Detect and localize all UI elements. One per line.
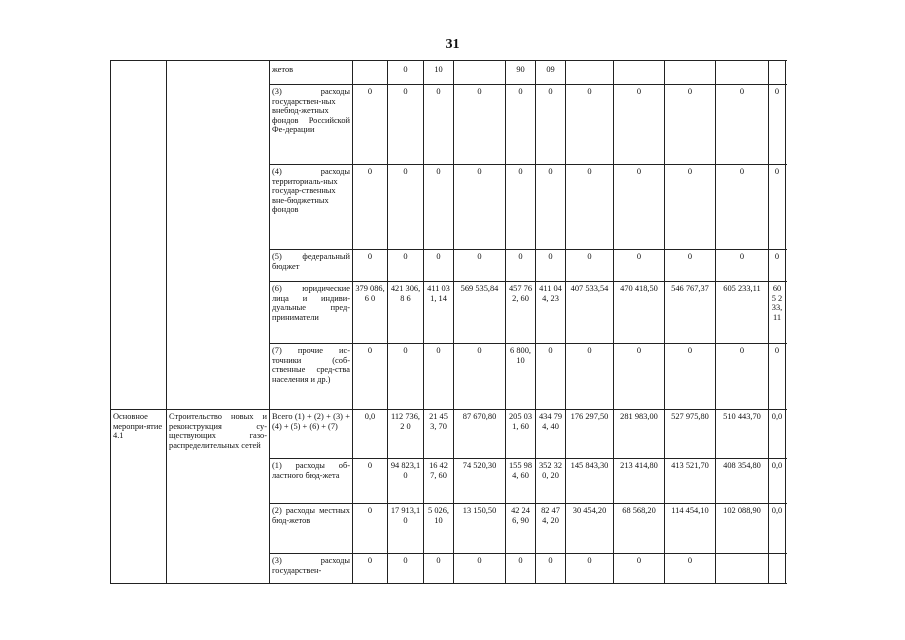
value-cell: 0 [716,85,769,165]
value-cell: 0 [716,250,769,282]
value-cell: 0 [353,250,388,282]
value-cell: 0 [536,554,566,584]
value-cell [769,61,786,85]
value-cell: 0 [536,344,566,410]
value-cell: 0 [388,554,424,584]
value-cell: 0 [388,344,424,410]
value-cell: 605 233,11 [716,282,769,344]
value-cell: 17 913,1 0 [388,504,424,554]
value-cell: 0 [506,554,536,584]
value-cell: 0,0 [769,410,786,459]
value-cell: 0 [769,165,786,250]
value-cell: 0 [614,344,665,410]
measure-cell: Строительство новых и реконструкция су-ществующих газо-распределительных сетей [167,410,270,584]
funding-source-label: (3) расходы государствен- [270,554,353,584]
value-cell [353,61,388,85]
value-cell: 0 [716,344,769,410]
value-cell: 5 026, 10 [424,504,454,554]
value-cell: 0 [424,554,454,584]
value-cell: 411 031, 14 [424,282,454,344]
measure-cell [167,61,270,410]
value-cell [665,61,716,85]
value-cell: 0 [769,250,786,282]
funding-source-label: (1) расходы об-ластного бюд-жета [270,459,353,504]
value-cell: 0 [665,250,716,282]
value-cell: 82 474, 20 [536,504,566,554]
funding-source-label: (4) расходы территориаль-ных государ-ственных вне-бюджетных фондов [270,165,353,250]
value-cell: 213 414,80 [614,459,665,504]
table-row [111,410,786,459]
value-cell: 0 [614,554,665,584]
value-cell: 0 [614,250,665,282]
value-cell: 0 [388,61,424,85]
value-cell: 16 427, 60 [424,459,454,504]
value-cell: 0 [665,85,716,165]
value-cell: 0 [536,165,566,250]
funding-source-label: (3) расходы государствен-ных внебюд-жетных фондов Российской Фе-дерации [270,85,353,165]
funding-source-label: жетов [270,61,353,85]
value-cell [454,61,506,85]
value-cell: 0 [424,165,454,250]
value-cell: 0 [614,165,665,250]
value-cell: 0 [353,85,388,165]
value-cell: 87 670,80 [454,410,506,459]
value-cell: 0 [566,344,614,410]
main-event-cell [111,61,167,410]
value-cell: 13 150,50 [454,504,506,554]
value-cell: 527 975,80 [665,410,716,459]
value-cell: 281 983,00 [614,410,665,459]
value-cell: 0 [353,165,388,250]
value-cell: 21 453, 70 [424,410,454,459]
value-cell: 42 246, 90 [506,504,536,554]
value-cell: 0 [665,165,716,250]
funding-source-label: (5) федеральный бюджет [270,250,353,282]
value-cell [566,61,614,85]
value-cell: 434 794, 40 [536,410,566,459]
value-cell: 0,0 [769,504,786,554]
value-cell: 112 736,2 0 [388,410,424,459]
value-cell [716,554,769,584]
value-cell: 155 984, 60 [506,459,536,504]
value-cell: 0 [769,344,786,410]
value-cell: 0 [716,165,769,250]
value-cell: 0 [353,459,388,504]
value-cell: 0 [454,344,506,410]
value-cell: 0 [536,250,566,282]
value-cell: 510 443,70 [716,410,769,459]
value-cell: 102 088,90 [716,504,769,554]
value-cell: 546 767,37 [665,282,716,344]
value-cell: 90 [506,61,536,85]
value-cell [769,554,786,584]
value-cell: 0 [454,554,506,584]
value-cell: 10 [424,61,454,85]
value-cell: 94 823,1 0 [388,459,424,504]
value-cell: 145 843,30 [566,459,614,504]
value-cell: 0 [665,554,716,584]
value-cell: 0,0 [353,410,388,459]
value-cell: 30 454,20 [566,504,614,554]
value-cell: 0 [665,344,716,410]
funding-source-label: Всего (1) + (2) + (3) + (4) + (5) + (6) + (7) [270,410,353,459]
value-cell: 408 354,80 [716,459,769,504]
value-cell: 413 521,70 [665,459,716,504]
value-cell: 352 320, 20 [536,459,566,504]
value-cell: 0 [566,165,614,250]
value-cell: 0 [424,250,454,282]
value-cell: 0 [388,250,424,282]
value-cell: 0 [388,85,424,165]
value-cell: 0,0 [769,459,786,504]
funding-source-label: (7) прочие ис-точники (соб-ственные сред-ства населения и др.) [270,344,353,410]
value-cell: 407 533,54 [566,282,614,344]
value-cell: 0 [388,165,424,250]
value-cell: 6 800, 10 [506,344,536,410]
value-cell: 114 454,10 [665,504,716,554]
value-cell: 0 [454,85,506,165]
value-cell: 411 044, 23 [536,282,566,344]
value-cell: 0 [536,85,566,165]
page-number: 31 [445,37,460,52]
value-cell: 0 [353,344,388,410]
value-cell: 0 [353,554,388,584]
value-cell: 421 306,8 6 [388,282,424,344]
value-cell: 205 031, 60 [506,410,536,459]
value-cell: 0 [566,554,614,584]
value-cell: 470 418,50 [614,282,665,344]
funding-source-label: (2) расходы местных бюд-жетов [270,504,353,554]
value-cell: 0 [506,165,536,250]
value-cell: 0 [353,504,388,554]
funding-source-label: (6) юридические лица и индиви-дуальные пред-приниматели [270,282,353,344]
value-cell: 0 [769,85,786,165]
value-cell: 68 568,20 [614,504,665,554]
value-cell: 0 [454,165,506,250]
value-cell: 569 535,84 [454,282,506,344]
main-event-cell: Основное меропри-ятие 4.1 [111,410,167,584]
value-cell: 0 [506,250,536,282]
value-cell: 0 [424,344,454,410]
value-cell: 0 [566,250,614,282]
budget-table [110,60,786,584]
value-cell [716,61,769,85]
value-cell: 0 [506,85,536,165]
value-cell: 0 [454,250,506,282]
value-cell: 379 086,6 0 [353,282,388,344]
table-row [111,61,786,85]
value-cell: 0 [424,85,454,165]
value-cell [614,61,665,85]
value-cell: 605 233,11 [769,282,786,344]
value-cell: 457 762, 60 [506,282,536,344]
value-cell: 09 [536,61,566,85]
value-cell: 176 297,50 [566,410,614,459]
value-cell: 0 [614,85,665,165]
value-cell: 74 520,30 [454,459,506,504]
value-cell: 0 [566,85,614,165]
